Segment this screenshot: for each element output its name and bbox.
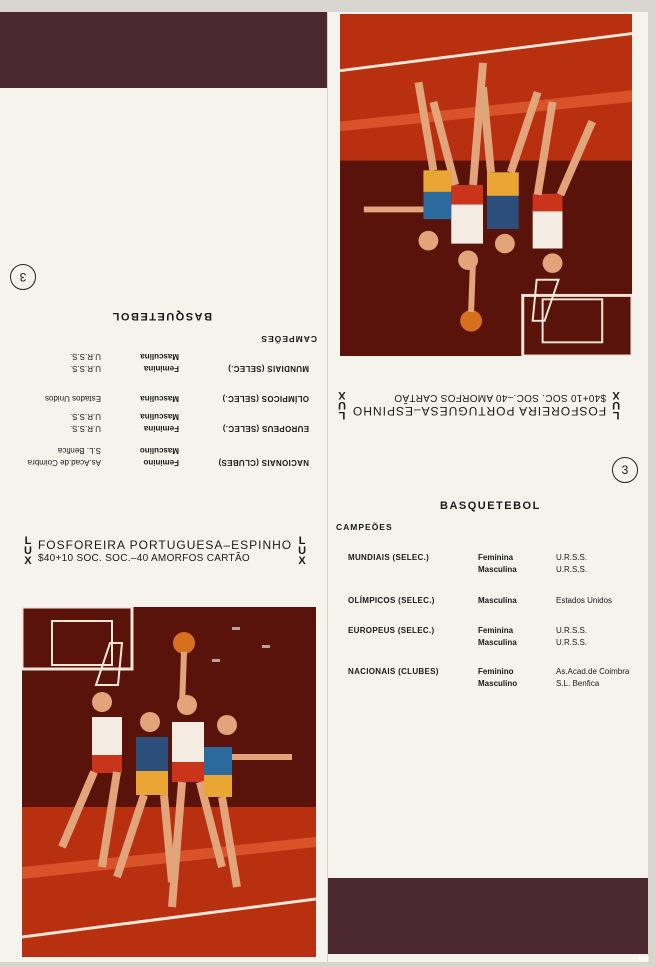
category-label: OLÍMPICOS (SELEC.) <box>222 394 309 403</box>
lux-logo: L U X <box>24 535 32 567</box>
gender-list: Feminino Masculino <box>139 446 179 467</box>
gender-list: Feminino Masculino <box>478 667 518 688</box>
category-label: NACIONAIS (CLUBES) <box>218 458 309 467</box>
basketball-illustration <box>22 607 316 957</box>
brand-header <box>24 536 306 566</box>
category-label: MUNDIAIS (SELEC.) <box>348 553 430 562</box>
gender-list: Feminina Masculina <box>140 352 179 373</box>
champions-heading: CAMPEÕES <box>260 334 317 344</box>
company-name: FOSFOREIRA PORTUGUESA–ESPINHO <box>351 404 607 418</box>
lux-logo: L U X <box>298 535 307 567</box>
inverted-text-block <box>12 260 317 522</box>
category-label: MUNDIAIS (SELEC.) <box>227 364 309 373</box>
basketball-illustration-inverted <box>340 14 632 356</box>
brand-header-inverted <box>338 390 620 420</box>
champions-heading: CAMPEÕES <box>336 522 393 532</box>
watermark: VM <box>638 956 649 963</box>
winner-list: U.R.S.S. U.R.S.S. <box>556 553 588 574</box>
winner-list: Estados Unidos <box>44 394 101 403</box>
winner-list: U.R.S.S. U.R.S.S. <box>556 626 588 647</box>
right-matchbox-label <box>327 12 648 962</box>
sport-title: BASQUETEBOL <box>440 500 541 512</box>
winner-list: As.Acad.de Coimbra S.L. Benfica <box>27 446 101 467</box>
gender-list: Feminina Masculina <box>478 626 517 647</box>
category-label: OLÍMPICOS (SELEC.) <box>348 596 435 605</box>
lux-logo: L U X <box>612 389 621 421</box>
card-number: 3 <box>612 457 638 483</box>
company-name: FOSFOREIRA PORTUGUESA–ESPINHO <box>37 538 293 552</box>
card-number: 3 <box>10 264 36 290</box>
top-color-band <box>0 12 327 88</box>
gender-list: Masculina <box>140 394 179 403</box>
winner-list: Estados Unidos <box>556 596 613 605</box>
price-line: $40+10 SOC. SOC.–40 AMORFOS CARTÃO <box>37 553 250 564</box>
winner-list: U.R.S.S. U.R.S.S. <box>69 412 101 433</box>
winner-list: As.Acad.de Coimbra S.L. Benfica <box>556 667 630 688</box>
gender-list: Feminina Masculina <box>140 412 179 433</box>
category-label: EUROPEUS (SELEC.) <box>222 424 309 433</box>
category-label: NACIONAIS (CLUBES) <box>348 667 439 676</box>
sport-title: BASQUETEBOL <box>111 310 212 322</box>
gender-list: Masculina <box>478 596 517 605</box>
lux-logo: L U X <box>338 389 346 421</box>
winner-list: U.R.S.S. U.R.S.S. <box>69 352 101 373</box>
gender-list: Feminina Masculina <box>478 553 517 574</box>
price-line: $40+10 SOC. SOC.–40 AMORFOS CARTÃO <box>394 392 607 403</box>
left-matchbox-label <box>0 12 327 962</box>
category-label: EUROPEUS (SELEC.) <box>348 626 435 635</box>
bottom-color-band <box>328 878 648 954</box>
